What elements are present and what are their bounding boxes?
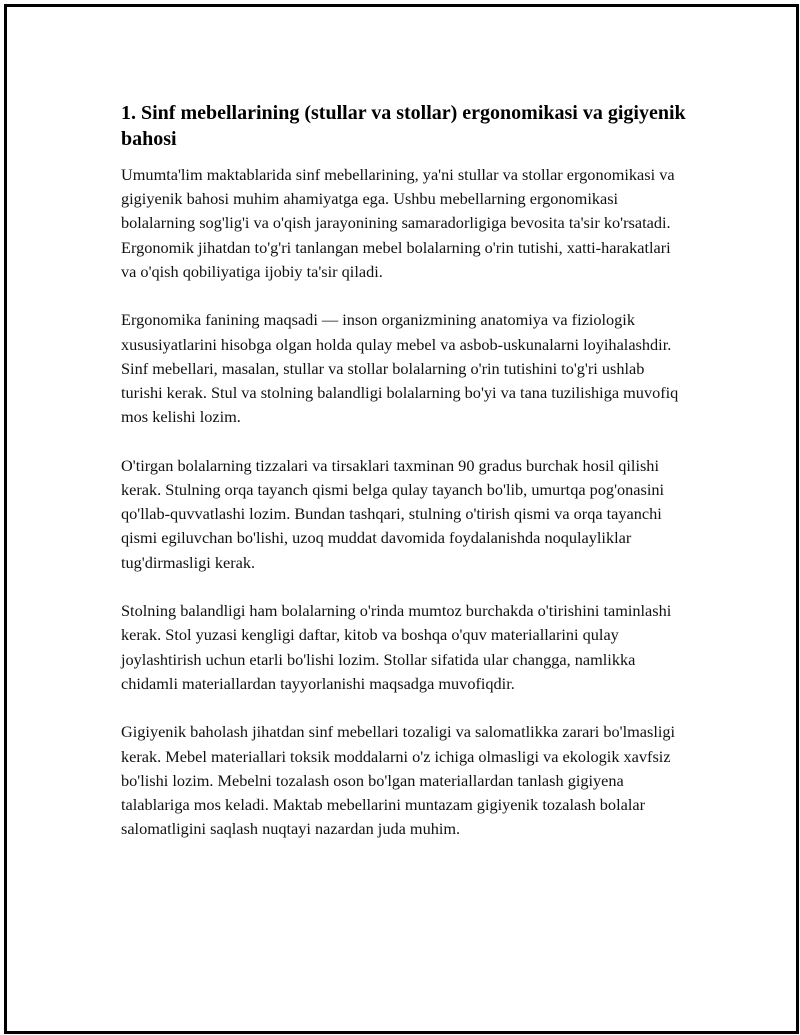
page-frame [4,4,799,1034]
document-body [121,100,686,866]
document-title: 1. Sinf mebellarining (stullar va stollar) ergonomikasi va gigiyenik bahosi [121,102,686,150]
paragraph-2: Ergonomika fanining maqsadi — inson organizmining anatomiya va fiziologik xususiyatlarini hisobga olgan holda qulay mebel va asbob-uskunalarni loyihalashdir. Sinf mebellari, masalan, stullar va stollar bolalarning o'rin tutishini to'g'ri ushlab turishi kerak. Stul va stolning balandligi bolalarning bo'yi va tana tuzilishiga muvofiq mos kelishi lozim. [121,310,679,427]
paragraph-3: O'tirgan bolalarning tizzalari va tirsaklari taxminan 90 gradus burchak hosil qilishi kerak. Stulning orqa tayanch qismi belga qulay tayanch bo'lib, umurtqa pog'onasini qo'llab-quvvatlashi lozim. Bundan tashqari, stulning o'tirish qismi va orqa tayanchi qismi egiluvchan bo'lishi, uzoq muddat davomida foydalanishda noqulayliklar tug'dirmasligi kerak. [121,455,665,572]
paragraph-4: Stolning balandligi ham bolalarning o'rinda mumtoz burchakda o'tirishini taminlashi kerak. Stol yuzasi kengligi daftar, kitob va boshqa o'quv materiallarini qulay joylashtirish uchun etarli bo'lishi lozim. Stollar sifatida ular changga, namlikka chidamli materiallardan tayyorlanishi maqsadga muvofiqdir. [121,601,672,693]
paragraph-1: Umumta'lim maktablarida sinf mebellarining, ya'ni stullar va stollar ergonomikasi va gigiyenik bahosi muhim ahamiyatga ega. Ushbu mebellarning ergonomikasi bolalarning sog'lig'i va o'qish jarayonining samaradorligiga bevosita ta'sir ko'rsatadi. Ergonomik jihatdan to'g'ri tanlangan mebel bolalarning o'rin tutishi, xatti-harakatlari va o'qish qobiliyatiga ijobiy ta'sir qiladi. [121,165,675,281]
paragraph-5: Gigiyenik baholash jihatdan sinf mebellari tozaligi va salomatlikka zarari bo'lmasligi kerak. Mebel materiallari toksik moddalarni o'z ichiga olmasligi va ekologik xavfsiz bo'lishi lozim. Mebelni tozalash oson bo'lgan materiallardan tanlash gigiyena talablariga mos keladi. Maktab mebellarini muntazam gigiyenik tozalash bolalar salomatligini saqlash nuqtayi nazardan juda muhim. [121,722,676,839]
